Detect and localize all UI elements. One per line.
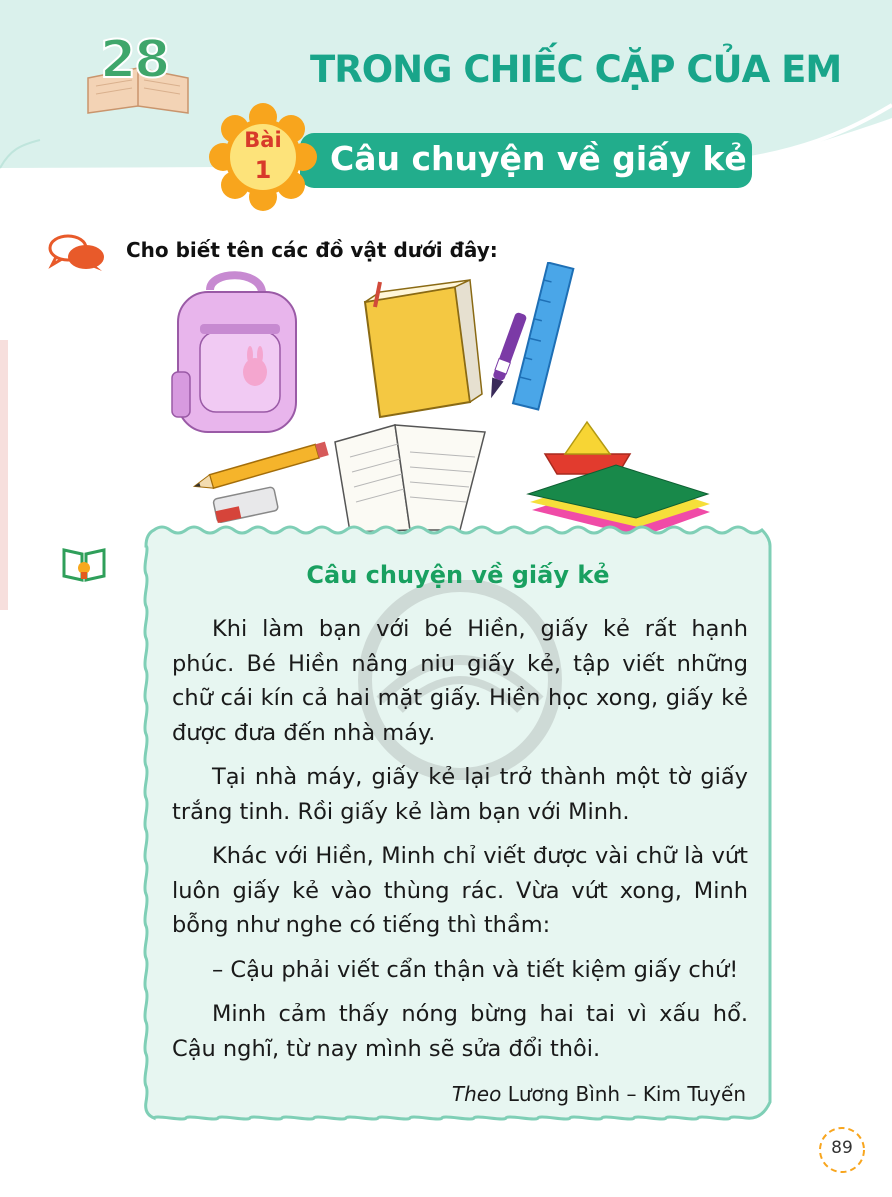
lesson-title: Câu chuyện về giấy kẻ — [330, 139, 747, 178]
page-number: 89 — [831, 1138, 853, 1158]
open-notebook-icon — [335, 425, 485, 532]
open-book-icon — [62, 544, 106, 584]
speech-bubbles-icon — [48, 233, 106, 273]
ruler-icon — [513, 263, 573, 410]
pencil-icon — [192, 442, 329, 493]
story-paragraph: – Cậu phải viết cẩn thận và tiết kiệm giấy chứ! — [212, 956, 739, 983]
chapter-number: 28 — [100, 30, 169, 90]
lesson-label: Bài — [244, 128, 282, 152]
prompt-text: Cho biết tên các đồ vật dưới đây: — [126, 238, 498, 262]
page-edge-strip — [0, 340, 8, 610]
story-paragraph: Khác với Hiền, Minh chỉ viết được vài chữ là vứt luôn giấy kẻ vào thùng rác. Vừa vứt xong, Minh bỗng như nghe có tiếng thì thầm: — [172, 843, 748, 938]
story-source — [172, 1082, 746, 1106]
source-prefix: Theo — [451, 1082, 502, 1106]
book-icon — [365, 280, 482, 417]
chapter-title: TRONG CHIẾC CẶP CỦA EM — [310, 48, 842, 91]
story-paragraph: Tại nhà máy, giấy kẻ lại trở thành một tờ giấy trắng tinh. Rồi giấy kẻ làm bạn với Minh. — [172, 764, 748, 825]
story-body — [172, 612, 748, 1076]
lesson-number: 1 — [254, 156, 272, 184]
story-paragraph: Minh cảm thấy nóng bừng hai tai vì xấu hổ. Cậu nghĩ, từ nay mình sẽ sửa đổi thôi. — [172, 1001, 748, 1062]
eraser-icon — [213, 487, 279, 523]
story-title: Câu chuyện về giấy kẻ — [306, 561, 610, 589]
source-authors: Lương Bình – Kim Tuyến — [507, 1082, 746, 1106]
story-paragraph: Khi làm bạn với bé Hiền, giấy kẻ rất hạnh phúc. Bé Hiền nâng niu giấy kẻ, tập viết những chữ cái kín cả hai mặt giấy. Hiền học xong, giấy kẻ được đưa đến nhà máy. — [172, 616, 748, 746]
backpack-icon — [172, 275, 296, 432]
school-items-illustration — [170, 262, 730, 537]
